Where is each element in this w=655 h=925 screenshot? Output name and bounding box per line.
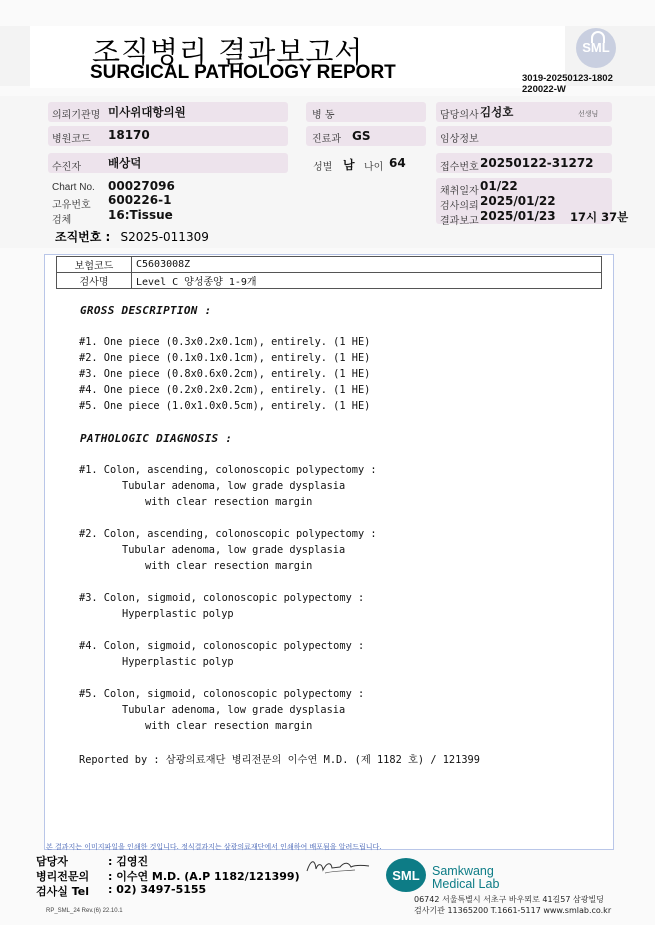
document-id: 3019-20250123-1802 220022-W (522, 73, 613, 95)
staff-label: 담당자 (36, 855, 68, 868)
lab-name: Samkwang Medical Lab (432, 864, 500, 891)
diagnosis-site: #3. Colon, sigmoid, colonoscopic polypectomy : (79, 592, 365, 604)
gross-line: #3. One piece (0.8x0.6x0.2cm), entirely. (1 HE) (79, 368, 371, 380)
hospital-code-value: 18170 (108, 128, 150, 142)
diagnosis-finding: Hyperplastic polyp (122, 656, 234, 668)
insurance-code-label: 보험코드 (57, 257, 132, 273)
signature-image (285, 853, 385, 879)
lab-tel-value: : 02) 3497-5155 (108, 883, 207, 896)
collect-date-label: 채취일자 (440, 186, 479, 197)
sml-logo-icon: SML (576, 28, 616, 68)
unique-no-value: 600226-1 (108, 193, 172, 207)
staff-value: : 김영진 (108, 855, 149, 868)
chart-no-label: Chart No. (52, 182, 95, 193)
print-notice: 본 결과지는 이미지파일을 인쇄한 것입니다. 정식결과지는 삼광의료재단에서 인쇄하여 배포됨을 알려드립니다. (46, 843, 382, 851)
gross-line: #2. One piece (0.1x0.1x0.1cm), entirely. (1 HE) (79, 352, 371, 364)
department-value: GS (352, 129, 371, 143)
patient-value: 배상덕 (108, 156, 142, 170)
report-time-value: 17시 37분 (570, 210, 629, 224)
table-row (57, 257, 602, 273)
insurance-code-value: C5603008Z (132, 257, 602, 273)
unique-no-label: 고유번호 (52, 200, 91, 211)
sex-label: 성별 (313, 162, 333, 173)
doctor-value: 김성호 (480, 105, 514, 119)
patient-label: 수진자 (52, 162, 81, 173)
department-label: 진료과 (312, 134, 341, 145)
receipt-no-label: 접수번호 (440, 162, 479, 173)
diagnosis-site: #1. Colon, ascending, colonoscopic polypectomy : (79, 464, 377, 476)
doctor-label: 담당의사 (440, 110, 479, 121)
reported-by: Reported by : 삼광의료재단 병리전문의 이수연 M.D. (제 1182 호) / 121399 (79, 754, 480, 766)
diagnosis-finding: Hyperplastic polyp (122, 608, 234, 620)
ward-label: 병 동 (312, 110, 335, 121)
pathologic-diagnosis-heading: PATHOLOGIC DIAGNOSIS : (80, 432, 233, 445)
diagnosis-margin: with clear resection margin (145, 496, 313, 508)
diagnosis-margin: with clear resection margin (145, 720, 313, 732)
doctor-suffix: 선생님 (578, 110, 599, 118)
sex-value: 남 (343, 158, 355, 172)
diagnosis-margin: with clear resection margin (145, 560, 313, 572)
form-number: RP_SML_24 Rev.(6) 22.10.1 (46, 908, 123, 914)
report-date-value: 2025/01/23 (480, 209, 556, 223)
test-name-label: 검사명 (57, 273, 132, 289)
lab-tel-label: 검사실 Tel (36, 885, 89, 898)
gross-line: #1. One piece (0.3x0.2x0.1cm), entirely. (1 HE) (79, 336, 371, 348)
specimen-value: 16:Tissue (108, 208, 173, 222)
specimen-label: 검체 (52, 215, 72, 226)
diagnosis-site: #4. Colon, sigmoid, colonoscopic polypectomy : (79, 640, 365, 652)
report-title-korean: 조직병리 결과보고서 (92, 35, 364, 69)
request-date-label: 검사의뢰 (440, 201, 479, 212)
test-name-value: Level C 양성종양 1-9개 (132, 273, 602, 289)
age-label: 나이 (364, 162, 384, 173)
report-title-english: SURGICAL PATHOLOGY REPORT (90, 62, 396, 83)
institution-label: 의뢰기관명 (52, 110, 101, 121)
age-value: 64 (389, 156, 406, 170)
pathologist-label: 병리전문의 (36, 870, 90, 883)
collect-date-value: 01/22 (480, 179, 518, 193)
gross-line: #5. One piece (1.0x1.0x0.5cm), entirely. (1 HE) (79, 400, 371, 412)
diagnosis-finding: Tubular adenoma, low grade dysplasia (122, 480, 346, 492)
request-date-value: 2025/01/22 (480, 194, 556, 208)
diagnosis-finding: Tubular adenoma, low grade dysplasia (122, 544, 346, 556)
insurance-table (56, 256, 602, 289)
gross-description-heading: GROSS DESCRIPTION : (80, 304, 212, 317)
institution-value: 미사위대항의원 (108, 105, 186, 119)
diagnosis-finding: Tubular adenoma, low grade dysplasia (122, 704, 346, 716)
diagnosis-site: #2. Colon, ascending, colonoscopic polypectomy : (79, 528, 377, 540)
diagnosis-site: #5. Colon, sigmoid, colonoscopic polypectomy : (79, 688, 365, 700)
clinical-info-label: 임상정보 (440, 134, 479, 145)
receipt-no-value: 20250122-31272 (480, 156, 594, 170)
chart-no-value: 00027096 (108, 179, 175, 193)
pathologist-value: : 이수연 M.D. (A.P 1182/121399) (108, 870, 300, 883)
table-row (57, 273, 602, 289)
report-date-label: 결과보고 (440, 216, 479, 227)
samkwang-logo-icon: SML (386, 858, 426, 892)
hospital-code-label: 병원코드 (52, 134, 91, 145)
lab-address: 06742 서울특별시 서초구 바우뫼로 41길57 삼광빌딩 검사기관 11365200 T.1661-5117 www.smlab.co.kr (414, 895, 612, 915)
gross-line: #4. One piece (0.2x0.2x0.2cm), entirely. (1 HE) (79, 384, 371, 396)
tissue-number: 조직번호 : S2025-011309 (55, 230, 209, 244)
patient-field (48, 153, 288, 173)
tissue-number-value: S2025-011309 (120, 230, 209, 244)
